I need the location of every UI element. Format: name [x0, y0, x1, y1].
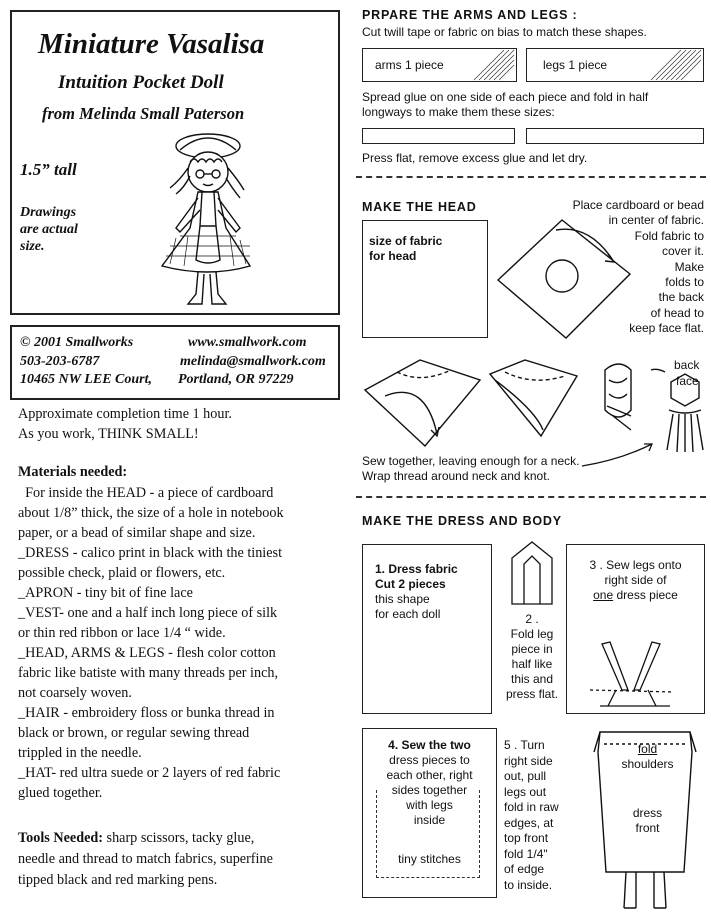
- divider: [356, 496, 706, 498]
- arms-folded-shape: [362, 128, 515, 144]
- tools-line-2: needle and thread to match fabrics, superfine: [18, 851, 273, 867]
- website-link[interactable]: www.smallwork.com: [188, 335, 307, 350]
- author-line: from Melinda Small Paterson: [42, 104, 245, 123]
- head-instructions: Place cardboard or bead in center of fabric. Fold fabric to cover it. Make folds to the back of head to keep face flat.: [572, 198, 704, 336]
- press-line: Press flat, remove excess glue and let dry.: [362, 151, 588, 165]
- arms-legs-sub: Cut twill tape or fabric on bias to match these shapes.: [362, 25, 647, 39]
- doc-subtitle: Intuition Pocket Doll: [58, 72, 224, 93]
- step1-text: 1. Dress fabric Cut 2 pieces this shape for each doll: [375, 562, 458, 621]
- head-fabric-square: size of fabric for head: [362, 220, 488, 338]
- back-label: back: [674, 358, 700, 372]
- drawing-note: Drawings are actual size.: [20, 205, 78, 254]
- hatch-icon: [651, 50, 701, 80]
- spread-line-2: longways to make them these sizes:: [362, 105, 555, 119]
- intro-line-1: Approximate completion time 1 hour.: [18, 406, 232, 422]
- materials-line: _HAIR - embroidery floss or bunka thread in: [18, 705, 275, 721]
- doc-title: Miniature Vasalisa: [38, 28, 265, 60]
- hatch-icon: [474, 50, 514, 80]
- arms-label: arms 1 piece: [375, 58, 444, 72]
- phone: 503-203-6787: [20, 354, 100, 369]
- materials-list: [18, 483, 338, 803]
- height-note: 1.5” tall: [20, 160, 77, 179]
- arms-legs-heading: PRPARE THE ARMS AND LEGS :: [362, 8, 578, 22]
- legs-shape: [526, 48, 704, 82]
- legs-on-dress-diagram: [590, 630, 680, 710]
- step2-text: 2 . Fold leg piece in half like this and press flat.: [505, 612, 559, 701]
- head-heading: MAKE THE HEAD: [362, 200, 477, 214]
- tools-line-3: tipped black and red marking pens.: [18, 872, 218, 888]
- dress-front-labels: dress front: [632, 806, 663, 835]
- materials-line: For inside the HEAD - a piece of cardboard: [18, 485, 274, 501]
- leg-fold-diagram: [502, 538, 564, 608]
- materials-line: about 1/8” thick, the size of a hole in notebook: [18, 505, 284, 521]
- tiny-stitches-label: tiny stitches: [398, 852, 461, 866]
- step5-text: 5 . Turn right side out, pull legs out fold in raw edges, at top front fold 1/4" of edge to inside.: [504, 738, 559, 892]
- dress-heading: MAKE THE DRESS AND BODY: [362, 514, 562, 528]
- legs-folded-shape: [526, 128, 704, 144]
- divider: [356, 176, 706, 178]
- tools-line-1: Tools Needed: sharp scissors, tacky glue,: [18, 830, 255, 846]
- materials-heading: Materials needed:: [18, 464, 128, 480]
- materials-line: black or brown, or regular sewing thread: [18, 725, 250, 741]
- spread-line-1: Spread glue on one side of each piece and fold in half: [362, 90, 649, 104]
- step3-text: 3 . Sew legs onto right side of one dress piece: [589, 558, 682, 602]
- materials-line: _APRON - tiny bit of fine lace: [18, 585, 193, 601]
- materials-line: paper, or a bead of similar shape and size.: [18, 525, 256, 541]
- sew-line-2: Wrap thread around neck and knot.: [362, 469, 550, 483]
- step4-text: 4. Sew the two dress pieces to each other, right sides together with legs inside: [386, 738, 473, 827]
- materials-line: fabric like batiste with many threads per inch,: [18, 665, 279, 681]
- materials-line: or thin red ribbon or lace 1/4 “ wide.: [18, 625, 226, 641]
- materials-line: trippled in the needle.: [18, 745, 142, 761]
- materials-line: _HAT- red ultra suede or 2 layers of red fabric: [18, 765, 281, 781]
- email-link[interactable]: melinda@smallwork.com: [180, 354, 326, 369]
- materials-line: possible check, plaid or flowers, etc.: [18, 565, 226, 581]
- face-label: face: [676, 374, 699, 388]
- intro-line-2: As you work, THINK SMALL!: [18, 426, 199, 442]
- legs-label: legs 1 piece: [543, 58, 608, 72]
- materials-line: glued together.: [18, 785, 103, 801]
- address: 10465 NW LEE Court,: [20, 372, 152, 387]
- sew-line-1: Sew together, leaving enough for a neck.: [362, 454, 580, 468]
- dress-labels: fold shoulders: [621, 742, 674, 771]
- doll-illustration: [140, 128, 270, 313]
- materials-line: _VEST- one and a half inch long piece of silk: [18, 605, 278, 621]
- materials-line: not coarsely woven.: [18, 685, 132, 701]
- materials-line: _DRESS - calico print in black with the tiniest: [18, 545, 283, 561]
- copyright: © 2001 Smallworks: [20, 335, 134, 350]
- arms-shape: [362, 48, 517, 82]
- materials-line: _HEAD, ARMS & LEGS - flesh color cotton: [18, 645, 276, 661]
- arrow-icon: [580, 440, 660, 470]
- city: Portland, OR 97229: [178, 372, 294, 387]
